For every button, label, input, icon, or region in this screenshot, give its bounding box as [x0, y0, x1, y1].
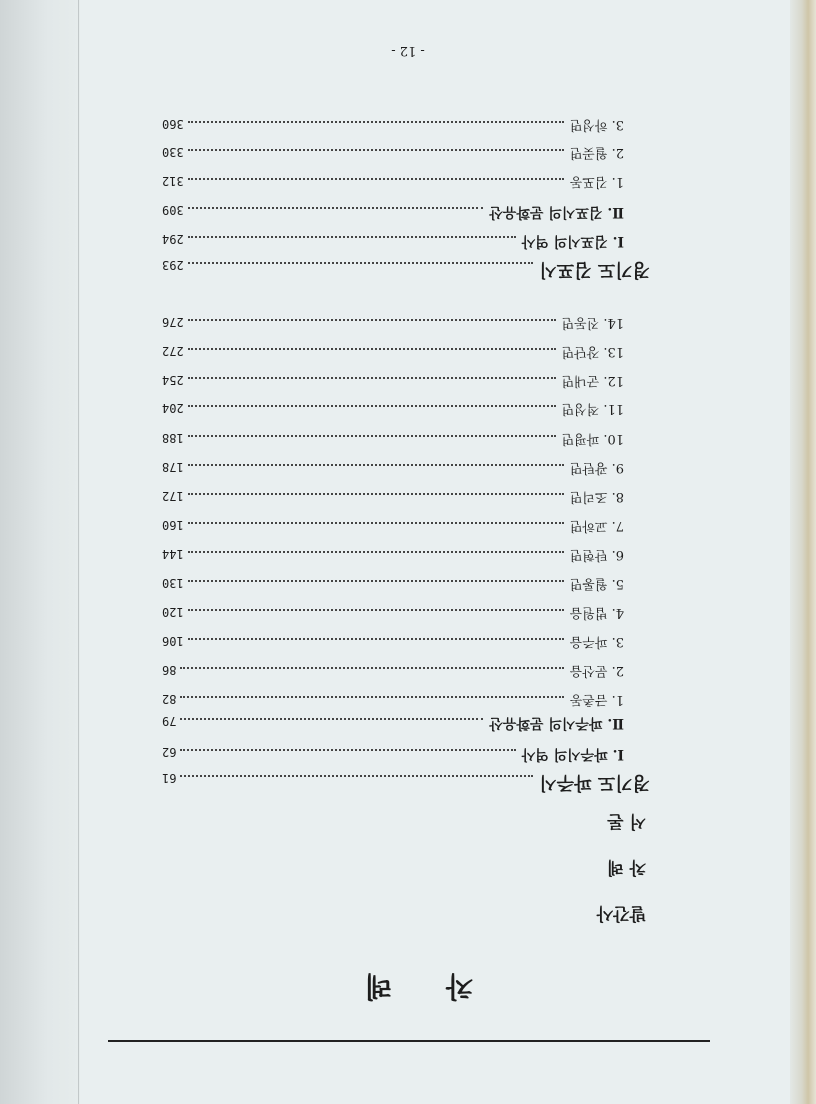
dot-leader [188, 236, 516, 238]
toc-entry-chap [162, 714, 624, 734]
toc-entry-item [162, 634, 624, 654]
toc-entry-page: 172 [162, 489, 184, 503]
toc-entry-label: 14. 진동면 [561, 315, 624, 330]
page-title: 차 례 [343, 970, 473, 1003]
toc-entry-item [162, 692, 624, 712]
toc-entry-chap [162, 232, 624, 252]
toc-entry-page: 106 [162, 634, 184, 648]
toc-entry-page: 293 [162, 258, 184, 272]
toc-entry-item [162, 489, 624, 509]
preface-item: 서 론 [607, 811, 646, 831]
page-number: - 12 - [391, 43, 425, 58]
toc-entry-item [162, 315, 624, 335]
toc-entry-page: 61 [162, 771, 177, 785]
toc-entry-page: 62 [162, 745, 177, 759]
toc-entry-page: 188 [162, 431, 184, 445]
toc-entry-label: 10. 파평면 [561, 431, 624, 446]
toc-entry-item [162, 518, 624, 538]
toc-entry-item [162, 373, 624, 393]
toc-entry-page: 160 [162, 518, 184, 532]
toc-entry-item [162, 576, 624, 596]
dot-leader [188, 348, 556, 350]
toc-entry-item [162, 145, 624, 165]
toc-entry-page: 360 [162, 117, 184, 131]
toc-entry-page: 330 [162, 145, 184, 159]
dot-leader [188, 464, 564, 466]
toc-entry-label: 12. 군내면 [561, 373, 624, 388]
dot-leader [180, 775, 533, 777]
toc-entry-chap [162, 745, 624, 765]
preface-item: 차 례 [607, 857, 646, 877]
dot-leader [180, 718, 483, 720]
toc-entry-label: 2. 문산읍 [569, 663, 624, 678]
toc-entry-item [162, 174, 624, 194]
toc-entry-item [162, 401, 624, 421]
dot-leader [180, 696, 563, 698]
toc-entry-page: 294 [162, 232, 184, 246]
toc-entry-label: Ⅱ. 파주시의 문화유산 [489, 715, 624, 731]
toc-entry-item [162, 605, 624, 625]
toc-entry-label: 7. 교하면 [569, 518, 624, 533]
title-rule [108, 1040, 710, 1042]
toc-entry-item [162, 344, 624, 364]
toc-entry-label: Ⅰ. 김포시의 역사 [521, 233, 624, 249]
toc-entry-page: 86 [162, 663, 177, 677]
dot-leader [180, 667, 563, 669]
toc-entry-page: 120 [162, 605, 184, 619]
toc-entry-item [162, 117, 624, 137]
toc-entry-part [162, 258, 650, 282]
toc-entry-label: 3. 파주읍 [569, 634, 624, 649]
dot-leader [188, 207, 484, 209]
toc-entry-page: 254 [162, 373, 184, 387]
toc-entry-page: 204 [162, 401, 184, 415]
toc-entry-label: 9. 광탄면 [569, 460, 624, 475]
toc-entry-page: 272 [162, 344, 184, 358]
toc-entry-label: 13. 장단면 [561, 344, 624, 359]
toc-entry-label: 4. 법원읍 [569, 605, 624, 620]
toc-entry-page: 79 [162, 714, 177, 728]
toc-entry-page: 312 [162, 174, 184, 188]
dot-leader [180, 749, 515, 751]
dot-leader [188, 580, 564, 582]
dot-leader [188, 178, 564, 180]
toc-entry-label: 경기도 김포시 [539, 259, 650, 280]
toc-entry-item [162, 663, 624, 683]
toc-entry-page: 276 [162, 315, 184, 329]
dot-leader [188, 551, 564, 553]
toc-entry-item [162, 460, 624, 480]
toc-entry-label: 1. 금촌동 [569, 692, 624, 707]
dot-leader [188, 319, 556, 321]
dot-leader [188, 522, 564, 524]
toc-entry-label: 6. 탄현면 [569, 547, 624, 562]
toc-entry-page: 309 [162, 203, 184, 217]
toc-entry-label: 경기도 파주시 [539, 772, 650, 793]
toc-entry-page: 130 [162, 576, 184, 590]
dot-leader [188, 149, 564, 151]
dot-leader [188, 377, 556, 379]
toc-entry-label: 3. 하성면 [569, 117, 624, 132]
dot-leader [188, 121, 564, 123]
toc-entry-part [162, 771, 650, 795]
toc-entry-label: 2. 월곶면 [569, 145, 624, 160]
toc-entry-label: 8. 조리면 [569, 489, 624, 504]
toc-entry-page: 144 [162, 547, 184, 561]
toc-entry-page: 82 [162, 692, 177, 706]
dot-leader [188, 262, 534, 264]
dot-leader [188, 609, 564, 611]
dot-leader [188, 493, 564, 495]
toc-entry-item [162, 547, 624, 567]
dot-leader [188, 405, 556, 407]
toc-entry-chap [162, 203, 624, 223]
toc-entry-label: Ⅱ. 김포시의 문화유산 [489, 204, 624, 220]
toc-entry-page: 178 [162, 460, 184, 474]
dot-leader [188, 638, 564, 640]
toc-entry-label: Ⅰ. 파주시의 역사 [521, 746, 624, 762]
dot-leader [188, 435, 556, 437]
toc-entry-label: 5. 월롱면 [569, 576, 624, 591]
toc-entry-item [162, 431, 624, 451]
toc-entry-label: 1. 김포동 [569, 174, 624, 189]
preface-item: 발간사 [596, 903, 646, 923]
toc-entry-label: 11. 적성면 [561, 401, 624, 416]
